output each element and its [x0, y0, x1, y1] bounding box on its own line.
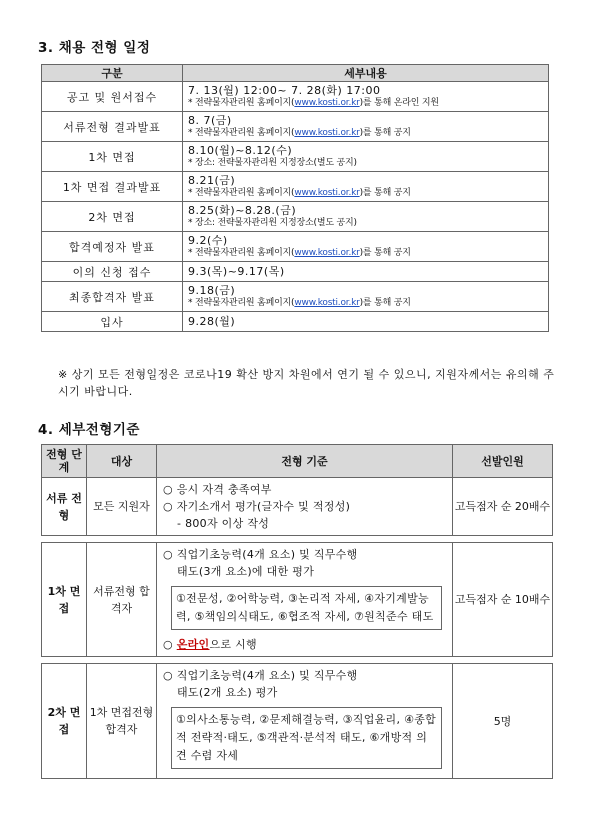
criteria-row-first-interview [42, 543, 553, 657]
schedule-note [188, 247, 548, 260]
criteria-header-selection: 선발인원 [453, 445, 553, 478]
criteria-subline: 태도(2개 요소) 평가 [177, 686, 278, 699]
schedule-label: 공고 및 원서접수 [42, 82, 183, 112]
schedule-date: 7. 13(월) 12:00~ 7. 28(화) 17:00 [188, 83, 381, 97]
schedule-row [42, 202, 549, 232]
schedule-date: 8.10(월)~8.12(수) [188, 143, 293, 157]
schedule-date: 8. 7(금) [188, 113, 232, 127]
criteria-line: ○ 응시 자격 충족여부 [163, 483, 272, 496]
schedule-footnote: ※ 상기 모든 전형일정은 코로나19 확산 방지 차원에서 연기 될 수 있으니, 지원자께서는 유의해 주시기 바랍니다. [58, 368, 555, 398]
schedule-row [42, 262, 549, 282]
criteria-header-criteria: 전형 기준 [157, 445, 453, 478]
selection-document: 고득점자 순 20배수 [453, 478, 553, 536]
criteria-subline: - 800자 이상 작성 [177, 517, 270, 530]
homepage-link[interactable]: www.kosti.or.kr [294, 247, 360, 258]
note-text: * 전략물자관리원 홈페이지( [188, 297, 295, 308]
section-3-title: 3. 채용 전형 일정 [38, 40, 151, 56]
schedule-detail [183, 232, 549, 262]
note-text: * 전략물자관리원 홈페이지( [188, 247, 295, 258]
target-second-interview: 1차 면접전형 합격자 [87, 664, 157, 779]
bullet-mark: ○ [163, 638, 177, 651]
schedule-date: 9.2(수) [188, 233, 228, 247]
selection-second-interview: 5명 [453, 664, 553, 779]
schedule-row [42, 112, 549, 142]
row-spacer [42, 657, 553, 664]
schedule-label: 합격예정자 발표 [42, 232, 183, 262]
schedule-note: * 장소: 전략물자관리원 지정장소(별도 공지) [188, 217, 357, 228]
criteria-row-document [42, 478, 553, 536]
note-text: * 전략물자관리원 홈페이지( [188, 97, 295, 108]
schedule-note [188, 297, 548, 310]
evaluation-elements-box: ①전문성, ②어학능력, ③논리적 자세, ④자기계발능력, ⑤책임의식태도, ⑥협조적 자세, ⑦원칙준수 태도 [171, 586, 442, 630]
schedule-detail [183, 262, 549, 282]
row-spacer [42, 536, 553, 543]
criteria-line: ○ 자기소개서 평가(글자수 및 적정성) [163, 500, 351, 513]
online-highlight: 온라인 [176, 638, 210, 651]
schedule-date: 8.21(금) [188, 173, 236, 187]
homepage-link[interactable]: www.kosti.or.kr [294, 127, 360, 138]
criteria-first-interview [157, 543, 453, 657]
schedule-detail [183, 312, 549, 332]
schedule-row [42, 232, 549, 262]
schedule-row [42, 312, 549, 332]
schedule-label: 이의 신청 접수 [42, 262, 183, 282]
schedule-label: 2차 면접 [42, 202, 183, 232]
criteria-row-second-interview [42, 664, 553, 779]
schedule-label: 서류전형 결과발표 [42, 112, 183, 142]
homepage-link[interactable]: www.kosti.or.kr [294, 97, 360, 108]
stage-first-interview: 1차 면접 [42, 543, 87, 657]
schedule-label: 1차 면접 [42, 142, 183, 172]
target-document: 모든 지원자 [87, 478, 157, 536]
schedule-note [188, 97, 548, 110]
note-text: )를 통해 공지 [359, 127, 411, 138]
schedule-label: 최종합격자 발표 [42, 282, 183, 312]
schedule-table [41, 64, 549, 332]
online-note-text: 으로 시행 [209, 638, 257, 651]
schedule-date: 9.28(월) [188, 315, 236, 328]
stage-document: 서류 전형 [42, 478, 87, 536]
criteria-header-stage: 전형 단계 [42, 445, 87, 478]
schedule-note [188, 187, 548, 200]
note-text: )를 통해 공지 [359, 297, 411, 308]
selection-first-interview: 고득점자 순 10배수 [453, 543, 553, 657]
schedule-detail [183, 142, 549, 172]
schedule-date: 9.3(목)~9.17(목) [188, 265, 285, 278]
criteria-header-target: 대상 [87, 445, 157, 478]
note-text: )를 통해 공지 [359, 247, 411, 258]
schedule-row [42, 82, 549, 112]
schedule-row [42, 142, 549, 172]
schedule-header-details: 세부내용 [183, 65, 549, 82]
target-first-interview: 서류전형 합격자 [87, 543, 157, 657]
online-note [163, 636, 446, 653]
schedule-note [188, 127, 548, 140]
schedule-detail [183, 282, 549, 312]
criteria-second-interview [157, 664, 453, 779]
homepage-link[interactable]: www.kosti.or.kr [294, 297, 360, 308]
criteria-table [41, 444, 553, 779]
schedule-note: * 장소: 전략물자관리원 지정장소(별도 공지) [188, 157, 357, 168]
evaluation-elements-box: ①의사소통능력, ②문제해결능력, ③직업윤리, ④종합적 전략적·태도, ⑤객관적·분석적 태도, ⑥개방적 의견 수렴 자세 [171, 707, 442, 769]
schedule-header-category: 구분 [42, 65, 183, 82]
criteria-line: ○ 직업기초능력(4개 요소) 및 직무수행 [163, 669, 358, 682]
schedule-row [42, 172, 549, 202]
schedule-detail [183, 112, 549, 142]
criteria-line: ○ 직업기초능력(4개 요소) 및 직무수행 [163, 548, 358, 561]
stage-second-interview: 2차 면접 [42, 664, 87, 779]
section-4-title: 4. 세부전형기준 [38, 422, 140, 438]
schedule-date: 8.25(화)~8.28.(금) [188, 203, 297, 217]
note-text: )를 통해 공지 [359, 187, 411, 198]
schedule-row [42, 282, 549, 312]
note-text: * 전략물자관리원 홈페이지( [188, 127, 295, 138]
note-text: * 전략물자관리원 홈페이지( [188, 187, 295, 198]
schedule-detail [183, 82, 549, 112]
schedule-detail [183, 202, 549, 232]
note-text: )를 통해 온라인 지원 [359, 97, 439, 108]
criteria-subline: 태도(3개 요소)에 대한 평가 [177, 565, 315, 578]
schedule-label: 1차 면접 결과발표 [42, 172, 183, 202]
schedule-detail [183, 172, 549, 202]
criteria-document [157, 478, 453, 536]
schedule-label: 입사 [42, 312, 183, 332]
schedule-date: 9.18(금) [188, 283, 236, 297]
homepage-link[interactable]: www.kosti.or.kr [294, 187, 360, 198]
